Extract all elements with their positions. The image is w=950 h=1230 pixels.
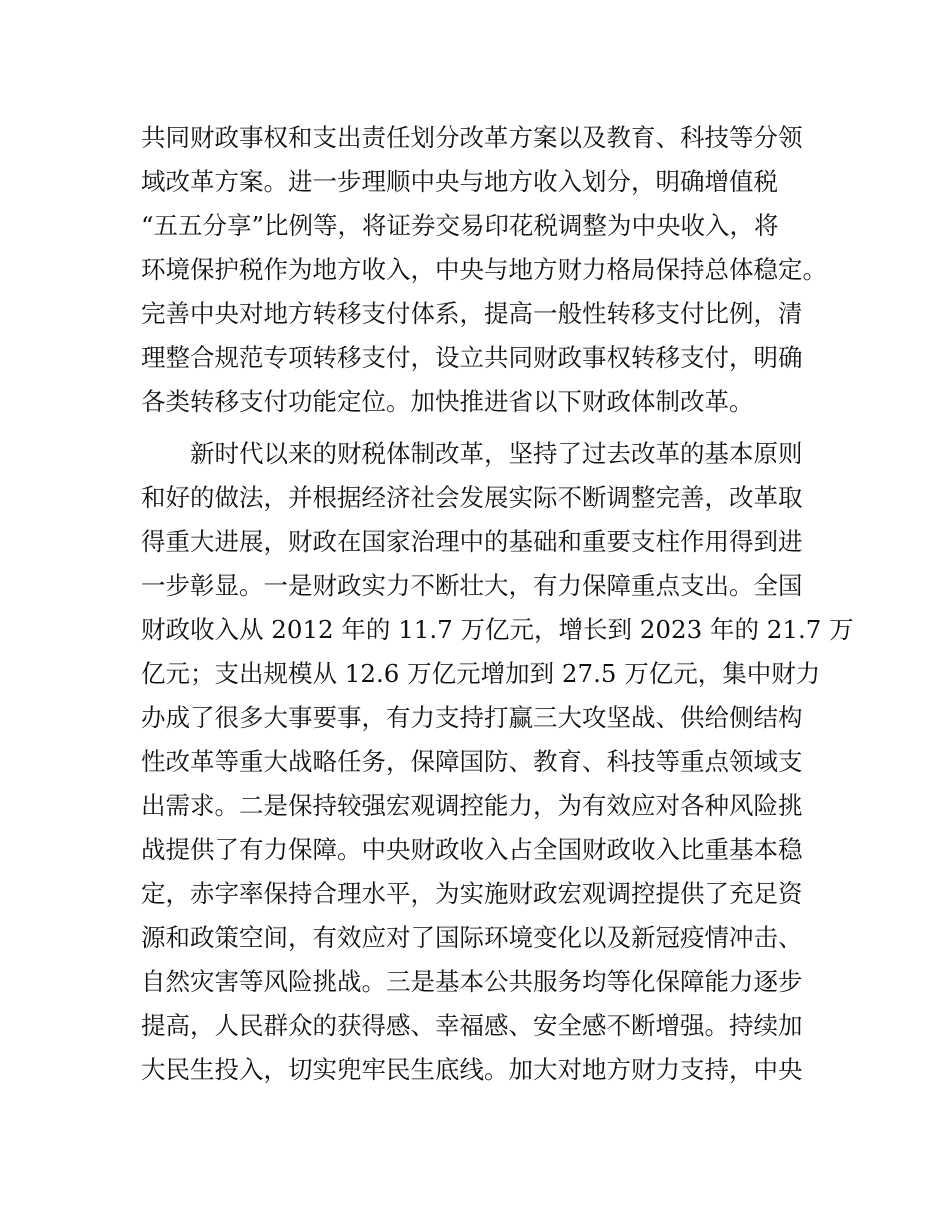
text-line: 各类转移支付功能定位。加快推进省以下财政体制改革。	[141, 387, 754, 416]
text-line: 一步彰显。一是财政实力不断壮大，有力保障重点支出。全国	[141, 571, 803, 600]
text-line: 提高，人民群众的获得感、幸福感、安全感不断增强。持续加	[141, 1011, 803, 1040]
text-line: “五五分享”比例等，将证券交易印花税调整为中央收入，将	[141, 211, 779, 240]
text-line: 财政收入从 2012 年的 11.7 万亿元，增长到 2023 年的 21.7 万	[141, 615, 854, 644]
text-line: 完善中央对地方转移支付体系，提高一般性转移支付比例，清	[141, 299, 803, 328]
text-line: 环境保护税作为地方收入，中央与地方财力格局保持总体稳定。	[141, 255, 827, 284]
text-line: 战提供了有力保障。中央财政收入占全国财政收入比重基本稳	[141, 835, 803, 864]
text-line: 新时代以来的财税体制改革，坚持了过去改革的基本原则	[190, 439, 803, 468]
text-line: 自然灾害等风险挑战。三是基本公共服务均等化保障能力逐步	[141, 967, 803, 996]
text-line: 和好的做法，并根据经济社会发展实际不断调整完善，改革取	[141, 483, 803, 512]
text-line: 域改革方案。进一步理顺中央与地方收入划分，明确增值税	[141, 167, 778, 196]
text-line: 出需求。二是保持较强宏观调控能力，为有效应对各种风险挑	[141, 791, 803, 820]
text-line: 大民生投入，切实兜牢民生底线。加大对地方财力支持，中央	[141, 1055, 803, 1084]
text-line: 办成了很多大事要事，有力支持打赢三大攻坚战、供给侧结构	[141, 703, 803, 732]
text-line: 亿元；支出规模从 12.6 万亿元增加到 27.5 万亿元，集中财力	[141, 659, 821, 688]
text-line: 理整合规范专项转移支付，设立共同财政事权转移支付，明确	[141, 343, 803, 372]
text-line: 共同财政事权和支出责任划分改革方案以及教育、科技等分领	[141, 123, 803, 152]
text-line: 性改革等重大战略任务，保障国防、教育、科技等重点领域支	[141, 747, 803, 776]
text-line: 得重大进展，财政在国家治理中的基础和重要支柱作用得到进	[141, 527, 803, 556]
text-line: 源和政策空间，有效应对了国际环境变化以及新冠疫情冲击、	[141, 923, 803, 952]
text-line: 定，赤字率保持合理水平，为实施财政宏观调控提供了充足资	[141, 879, 803, 908]
